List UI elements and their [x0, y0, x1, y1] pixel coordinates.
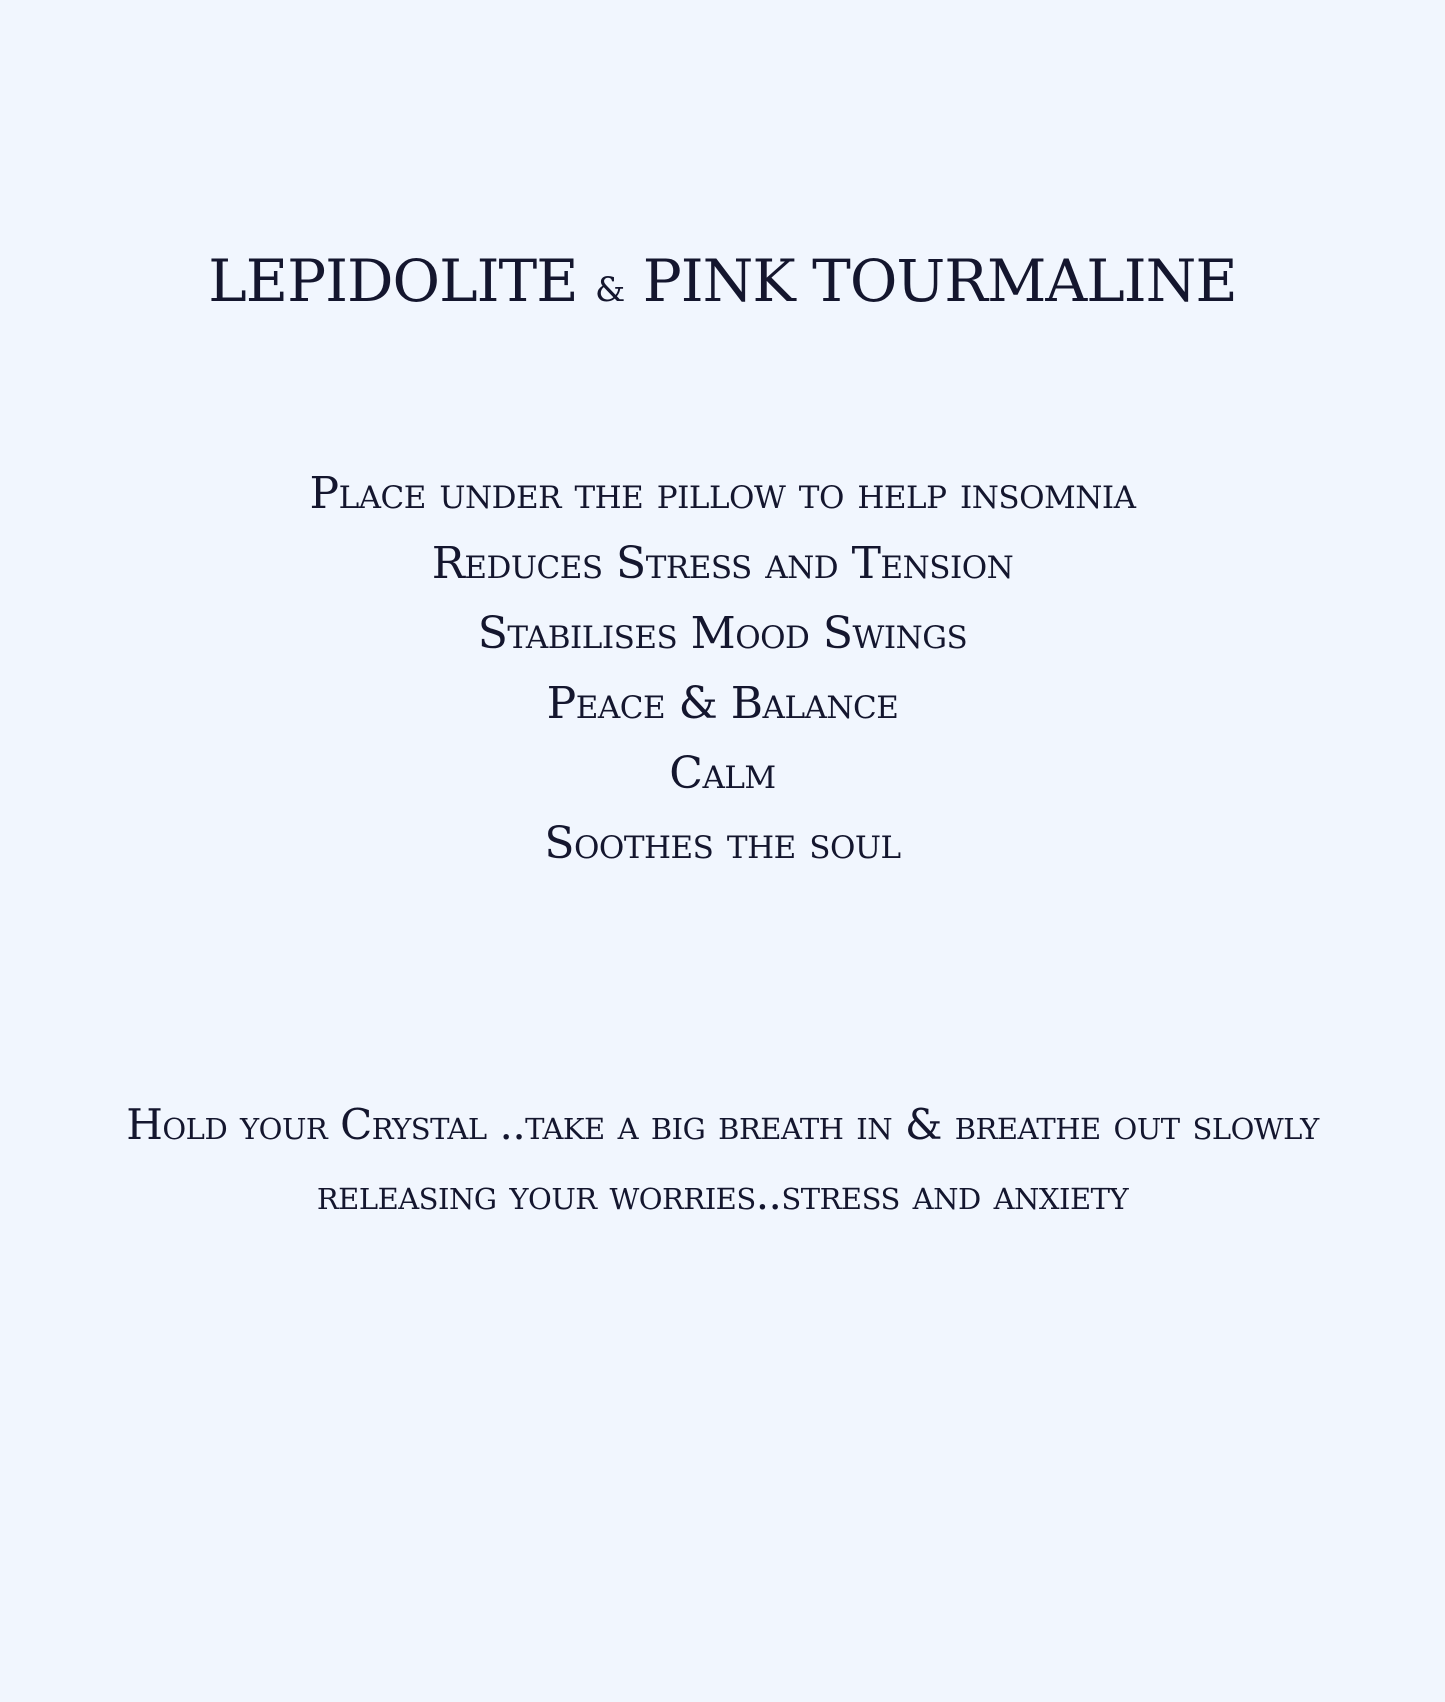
- benefit-calm: Calm: [669, 748, 776, 799]
- benefit-mood: Stabilises Mood Swings: [477, 608, 968, 659]
- benefits-list: [0, 459, 1445, 879]
- page-title: [0, 245, 1445, 326]
- instruction-text: Hold your Crystal ..take a big breath in & breathe out slowly releasing your worries..stress and anxiety: [126, 1100, 1319, 1219]
- benefit-insomnia: Place under the pillow to help insomnia: [309, 468, 1136, 519]
- benefit-peace: Peace & Balance: [546, 678, 899, 729]
- benefit-soul: Soothes the soul: [544, 818, 901, 869]
- benefit-stress: Reduces Stress and Tension: [431, 538, 1014, 589]
- title-ampersand: &: [595, 270, 626, 310]
- title-part-1: LEPIDOLITE: [208, 247, 578, 315]
- title-part-2: PINK TOURMALINE: [642, 247, 1237, 315]
